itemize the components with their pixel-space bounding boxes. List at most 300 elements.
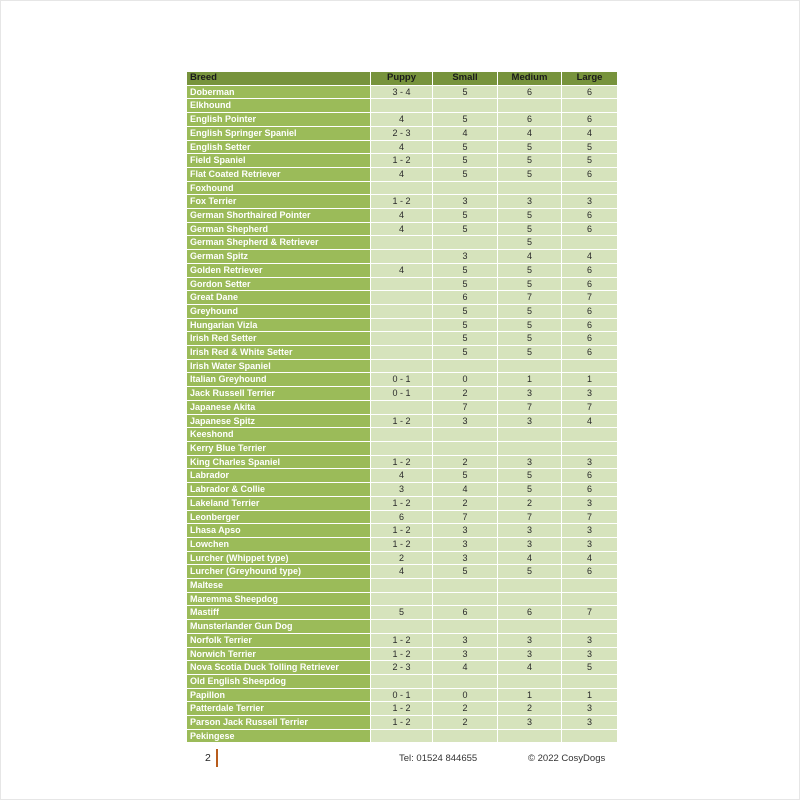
value-cell-small <box>433 360 497 373</box>
value-cell-small <box>433 675 497 688</box>
value-cell-medium: 5 <box>498 154 561 167</box>
value-cell-puppy: 1 - 2 <box>371 415 432 428</box>
breed-cell: Kerry Blue Terrier <box>187 442 370 455</box>
value-cell-medium: 5 <box>498 209 561 222</box>
value-cell-large: 7 <box>562 291 617 304</box>
breed-cell: Irish Red & White Setter <box>187 346 370 359</box>
value-cell-small: 5 <box>433 346 497 359</box>
breed-cell: Japanese Akita <box>187 401 370 414</box>
value-cell-large: 3 <box>562 497 617 510</box>
header-row <box>187 72 617 85</box>
value-cell-large <box>562 730 617 743</box>
breed-cell: English Setter <box>187 141 370 154</box>
value-cell-small <box>433 730 497 743</box>
value-cell-medium: 5 <box>498 332 561 345</box>
table-body <box>187 86 617 743</box>
breed-cell: Old English Sheepdog <box>187 675 370 688</box>
breed-cell: Norfolk Terrier <box>187 634 370 647</box>
breed-cell: Jack Russell Terrier <box>187 387 370 400</box>
value-cell-medium: 2 <box>498 702 561 715</box>
value-cell-large: 7 <box>562 511 617 524</box>
breed-cell: Papillon <box>187 689 370 702</box>
breed-cell: Hungarian Vizla <box>187 319 370 332</box>
value-cell-puppy <box>371 675 432 688</box>
value-cell-small: 2 <box>433 716 497 729</box>
value-cell-small: 4 <box>433 483 497 496</box>
value-cell-small: 3 <box>433 538 497 551</box>
table-row <box>187 661 617 674</box>
value-cell-small: 3 <box>433 195 497 208</box>
value-cell-large: 4 <box>562 250 617 263</box>
value-cell-small <box>433 593 497 606</box>
value-cell-small: 3 <box>433 415 497 428</box>
value-cell-large: 3 <box>562 524 617 537</box>
value-cell-small: 7 <box>433 401 497 414</box>
value-cell-medium: 5 <box>498 565 561 578</box>
table-row <box>187 730 617 743</box>
value-cell-large: 3 <box>562 456 617 469</box>
breed-cell: German Shepherd <box>187 223 370 236</box>
value-cell-large: 6 <box>562 305 617 318</box>
value-cell-small <box>433 579 497 592</box>
value-cell-medium <box>498 579 561 592</box>
breed-cell: Keeshond <box>187 428 370 441</box>
value-cell-large <box>562 675 617 688</box>
value-cell-medium: 4 <box>498 250 561 263</box>
value-cell-small: 2 <box>433 497 497 510</box>
breed-cell: Fox Terrier <box>187 195 370 208</box>
page-footer <box>1 749 800 771</box>
value-cell-small: 3 <box>433 552 497 565</box>
table-row <box>187 154 617 167</box>
value-cell-medium: 3 <box>498 387 561 400</box>
value-cell-medium: 5 <box>498 305 561 318</box>
table-row <box>187 538 617 551</box>
value-cell-puppy: 1 - 2 <box>371 648 432 661</box>
value-cell-small: 5 <box>433 154 497 167</box>
breed-cell: Great Dane <box>187 291 370 304</box>
value-cell-puppy: 3 - 4 <box>371 86 432 99</box>
table-row <box>187 113 617 126</box>
value-cell-large: 7 <box>562 401 617 414</box>
table-row <box>187 250 617 263</box>
value-cell-medium: 5 <box>498 319 561 332</box>
value-cell-medium: 5 <box>498 346 561 359</box>
value-cell-small: 5 <box>433 86 497 99</box>
value-cell-small <box>433 442 497 455</box>
value-cell-small: 0 <box>433 373 497 386</box>
column-header-puppy: Puppy <box>371 72 432 85</box>
table-row <box>187 141 617 154</box>
table-row <box>187 264 617 277</box>
table-row <box>187 86 617 99</box>
footer-accent-bar <box>216 749 218 767</box>
value-cell-puppy: 6 <box>371 511 432 524</box>
value-cell-small: 6 <box>433 606 497 619</box>
table-row <box>187 168 617 181</box>
value-cell-small: 5 <box>433 113 497 126</box>
breed-cell: Lurcher (Greyhound type) <box>187 565 370 578</box>
value-cell-large: 6 <box>562 223 617 236</box>
table-row <box>187 552 617 565</box>
value-cell-small: 5 <box>433 168 497 181</box>
table-row <box>187 483 617 496</box>
value-cell-small: 4 <box>433 661 497 674</box>
value-cell-small: 3 <box>433 634 497 647</box>
value-cell-large: 6 <box>562 483 617 496</box>
table-row <box>187 127 617 140</box>
table-row <box>187 346 617 359</box>
value-cell-small: 5 <box>433 264 497 277</box>
value-cell-puppy: 4 <box>371 209 432 222</box>
table-row <box>187 579 617 592</box>
table-row <box>187 305 617 318</box>
value-cell-puppy <box>371 730 432 743</box>
breed-cell: Mastiff <box>187 606 370 619</box>
value-cell-small <box>433 428 497 441</box>
breed-cell: Golden Retriever <box>187 264 370 277</box>
value-cell-medium <box>498 442 561 455</box>
value-cell-puppy <box>371 278 432 291</box>
table-row <box>187 332 617 345</box>
value-cell-small: 4 <box>433 127 497 140</box>
value-cell-puppy <box>371 428 432 441</box>
value-cell-puppy <box>371 442 432 455</box>
value-cell-medium: 7 <box>498 291 561 304</box>
value-cell-large: 6 <box>562 113 617 126</box>
value-cell-large: 5 <box>562 154 617 167</box>
value-cell-medium: 5 <box>498 264 561 277</box>
value-cell-small: 6 <box>433 291 497 304</box>
value-cell-medium: 3 <box>498 634 561 647</box>
value-cell-medium: 5 <box>498 469 561 482</box>
value-cell-puppy: 2 <box>371 552 432 565</box>
breed-cell: Maltese <box>187 579 370 592</box>
value-cell-large: 3 <box>562 648 617 661</box>
value-cell-small: 2 <box>433 456 497 469</box>
table-row <box>187 497 617 510</box>
breed-cell: Norwich Terrier <box>187 648 370 661</box>
table-row <box>187 634 617 647</box>
breed-cell: Labrador & Collie <box>187 483 370 496</box>
breed-cell: Lurcher (Whippet type) <box>187 552 370 565</box>
value-cell-puppy <box>371 360 432 373</box>
breed-cell: Nova Scotia Duck Tolling Retriever <box>187 661 370 674</box>
value-cell-medium: 1 <box>498 689 561 702</box>
value-cell-large: 5 <box>562 661 617 674</box>
value-cell-medium <box>498 99 561 112</box>
value-cell-medium: 7 <box>498 511 561 524</box>
value-cell-puppy: 2 - 3 <box>371 661 432 674</box>
value-cell-medium: 4 <box>498 661 561 674</box>
value-cell-small: 5 <box>433 565 497 578</box>
value-cell-large: 4 <box>562 415 617 428</box>
table-row <box>187 702 617 715</box>
value-cell-medium: 5 <box>498 141 561 154</box>
breed-cell: Lhasa Apso <box>187 524 370 537</box>
value-cell-puppy: 1 - 2 <box>371 154 432 167</box>
table-row <box>187 428 617 441</box>
value-cell-medium: 3 <box>498 648 561 661</box>
table-row <box>187 675 617 688</box>
value-cell-puppy: 1 - 2 <box>371 538 432 551</box>
value-cell-small: 5 <box>433 305 497 318</box>
value-cell-large: 6 <box>562 168 617 181</box>
table-row <box>187 195 617 208</box>
value-cell-medium: 1 <box>498 373 561 386</box>
value-cell-small <box>433 236 497 249</box>
breed-cell: English Pointer <box>187 113 370 126</box>
table-row <box>187 511 617 524</box>
value-cell-puppy <box>371 99 432 112</box>
table-row <box>187 648 617 661</box>
footer-phone: Tel: 01524 844655 <box>399 753 478 764</box>
value-cell-puppy: 5 <box>371 606 432 619</box>
breed-food-table <box>186 71 618 743</box>
breed-cell: Foxhound <box>187 182 370 195</box>
table-row <box>187 593 617 606</box>
value-cell-medium: 7 <box>498 401 561 414</box>
table-row <box>187 524 617 537</box>
breed-cell: Italian Greyhound <box>187 373 370 386</box>
breed-cell: Elkhound <box>187 99 370 112</box>
value-cell-medium: 3 <box>498 415 561 428</box>
value-cell-large: 3 <box>562 702 617 715</box>
value-cell-puppy: 1 - 2 <box>371 702 432 715</box>
value-cell-small: 5 <box>433 469 497 482</box>
column-header-small: Small <box>433 72 497 85</box>
table-row <box>187 565 617 578</box>
value-cell-small: 7 <box>433 511 497 524</box>
value-cell-small: 3 <box>433 524 497 537</box>
value-cell-large: 5 <box>562 141 617 154</box>
table-row <box>187 291 617 304</box>
value-cell-large <box>562 442 617 455</box>
value-cell-large <box>562 620 617 633</box>
value-cell-large: 7 <box>562 606 617 619</box>
value-cell-large: 4 <box>562 127 617 140</box>
breed-cell: Gordon Setter <box>187 278 370 291</box>
value-cell-large: 6 <box>562 278 617 291</box>
value-cell-medium: 3 <box>498 456 561 469</box>
value-cell-puppy <box>371 319 432 332</box>
breed-cell: Field Spaniel <box>187 154 370 167</box>
breed-cell: Greyhound <box>187 305 370 318</box>
column-header-medium: Medium <box>498 72 561 85</box>
value-cell-small: 2 <box>433 702 497 715</box>
value-cell-large: 3 <box>562 716 617 729</box>
breed-cell: Irish Water Spaniel <box>187 360 370 373</box>
value-cell-large <box>562 593 617 606</box>
value-cell-medium: 6 <box>498 606 561 619</box>
value-cell-puppy: 1 - 2 <box>371 716 432 729</box>
table-row <box>187 278 617 291</box>
value-cell-puppy: 3 <box>371 483 432 496</box>
table-row <box>187 387 617 400</box>
value-cell-small: 5 <box>433 141 497 154</box>
breed-cell: Labrador <box>187 469 370 482</box>
value-cell-small: 3 <box>433 648 497 661</box>
table-row <box>187 456 617 469</box>
column-header-large: Large <box>562 72 617 85</box>
value-cell-puppy <box>371 620 432 633</box>
breed-cell: German Spitz <box>187 250 370 263</box>
value-cell-puppy: 4 <box>371 469 432 482</box>
table-row <box>187 716 617 729</box>
value-cell-puppy <box>371 332 432 345</box>
value-cell-medium <box>498 620 561 633</box>
breed-cell: Flat Coated Retriever <box>187 168 370 181</box>
value-cell-large: 6 <box>562 319 617 332</box>
footer-copyright: © 2022 CosyDogs <box>528 753 606 764</box>
page-number: 2 <box>205 752 211 764</box>
value-cell-puppy <box>371 579 432 592</box>
value-cell-small <box>433 99 497 112</box>
value-cell-large: 3 <box>562 538 617 551</box>
breed-cell: Japanese Spitz <box>187 415 370 428</box>
value-cell-puppy: 4 <box>371 113 432 126</box>
value-cell-small: 3 <box>433 250 497 263</box>
value-cell-medium <box>498 675 561 688</box>
value-cell-small <box>433 182 497 195</box>
value-cell-large: 6 <box>562 469 617 482</box>
table-row <box>187 415 617 428</box>
value-cell-medium: 6 <box>498 86 561 99</box>
value-cell-large <box>562 428 617 441</box>
value-cell-medium: 5 <box>498 236 561 249</box>
value-cell-puppy: 1 - 2 <box>371 634 432 647</box>
value-cell-puppy: 1 - 2 <box>371 497 432 510</box>
table-row <box>187 236 617 249</box>
value-cell-puppy: 0 - 1 <box>371 373 432 386</box>
breed-cell: Parson Jack Russell Terrier <box>187 716 370 729</box>
value-cell-small: 5 <box>433 332 497 345</box>
value-cell-medium: 3 <box>498 538 561 551</box>
value-cell-puppy <box>371 236 432 249</box>
value-cell-puppy: 1 - 2 <box>371 456 432 469</box>
value-cell-puppy <box>371 291 432 304</box>
value-cell-medium <box>498 428 561 441</box>
value-cell-medium: 3 <box>498 716 561 729</box>
breed-cell: Lakeland Terrier <box>187 497 370 510</box>
table-row <box>187 469 617 482</box>
value-cell-medium: 3 <box>498 195 561 208</box>
value-cell-small: 5 <box>433 278 497 291</box>
value-cell-puppy: 2 - 3 <box>371 127 432 140</box>
table-row <box>187 620 617 633</box>
value-cell-puppy <box>371 182 432 195</box>
breed-cell: Munsterlander Gun Dog <box>187 620 370 633</box>
value-cell-medium: 5 <box>498 168 561 181</box>
value-cell-large: 1 <box>562 689 617 702</box>
value-cell-puppy: 4 <box>371 223 432 236</box>
value-cell-large: 6 <box>562 86 617 99</box>
breed-cell: English Springer Spaniel <box>187 127 370 140</box>
breed-cell: Patterdale Terrier <box>187 702 370 715</box>
value-cell-medium: 5 <box>498 278 561 291</box>
value-cell-medium: 4 <box>498 552 561 565</box>
value-cell-large <box>562 579 617 592</box>
value-cell-large <box>562 182 617 195</box>
value-cell-puppy: 4 <box>371 168 432 181</box>
value-cell-puppy: 1 - 2 <box>371 195 432 208</box>
value-cell-medium: 5 <box>498 483 561 496</box>
column-header-breed: Breed <box>187 72 370 85</box>
value-cell-large <box>562 236 617 249</box>
value-cell-small: 2 <box>433 387 497 400</box>
value-cell-medium <box>498 593 561 606</box>
value-cell-puppy <box>371 593 432 606</box>
value-cell-puppy <box>371 401 432 414</box>
breed-cell: Doberman <box>187 86 370 99</box>
value-cell-large: 6 <box>562 346 617 359</box>
value-cell-large: 3 <box>562 195 617 208</box>
breed-cell: German Shepherd & Retriever <box>187 236 370 249</box>
value-cell-medium: 4 <box>498 127 561 140</box>
table-row <box>187 606 617 619</box>
value-cell-small: 0 <box>433 689 497 702</box>
value-cell-large <box>562 360 617 373</box>
value-cell-medium: 3 <box>498 524 561 537</box>
value-cell-large: 3 <box>562 634 617 647</box>
value-cell-puppy: 1 - 2 <box>371 524 432 537</box>
table-row <box>187 442 617 455</box>
table-row <box>187 223 617 236</box>
value-cell-medium <box>498 360 561 373</box>
breed-cell: Irish Red Setter <box>187 332 370 345</box>
value-cell-large: 6 <box>562 209 617 222</box>
table-row <box>187 319 617 332</box>
value-cell-small: 5 <box>433 209 497 222</box>
value-cell-puppy <box>371 305 432 318</box>
value-cell-medium: 6 <box>498 113 561 126</box>
value-cell-large: 6 <box>562 264 617 277</box>
table-row <box>187 360 617 373</box>
breed-cell: Maremma Sheepdog <box>187 593 370 606</box>
value-cell-small: 5 <box>433 223 497 236</box>
breed-cell: Lowchen <box>187 538 370 551</box>
value-cell-large: 6 <box>562 332 617 345</box>
value-cell-puppy: 4 <box>371 264 432 277</box>
value-cell-puppy <box>371 346 432 359</box>
value-cell-small: 5 <box>433 319 497 332</box>
table-row <box>187 99 617 112</box>
value-cell-large <box>562 99 617 112</box>
value-cell-puppy: 4 <box>371 141 432 154</box>
table-row <box>187 209 617 222</box>
value-cell-large: 6 <box>562 565 617 578</box>
table-row <box>187 689 617 702</box>
value-cell-puppy <box>371 250 432 263</box>
table-row <box>187 182 617 195</box>
breed-cell: King Charles Spaniel <box>187 456 370 469</box>
value-cell-puppy: 4 <box>371 565 432 578</box>
table-row <box>187 401 617 414</box>
table-row <box>187 373 617 386</box>
value-cell-medium: 2 <box>498 497 561 510</box>
breed-cell: Leonberger <box>187 511 370 524</box>
value-cell-puppy: 0 - 1 <box>371 387 432 400</box>
value-cell-large: 1 <box>562 373 617 386</box>
value-cell-small <box>433 620 497 633</box>
value-cell-large: 3 <box>562 387 617 400</box>
breed-cell: German Shorthaired Pointer <box>187 209 370 222</box>
breed-cell: Pekingese <box>187 730 370 743</box>
value-cell-large: 4 <box>562 552 617 565</box>
value-cell-medium <box>498 182 561 195</box>
value-cell-puppy: 0 - 1 <box>371 689 432 702</box>
value-cell-medium: 5 <box>498 223 561 236</box>
